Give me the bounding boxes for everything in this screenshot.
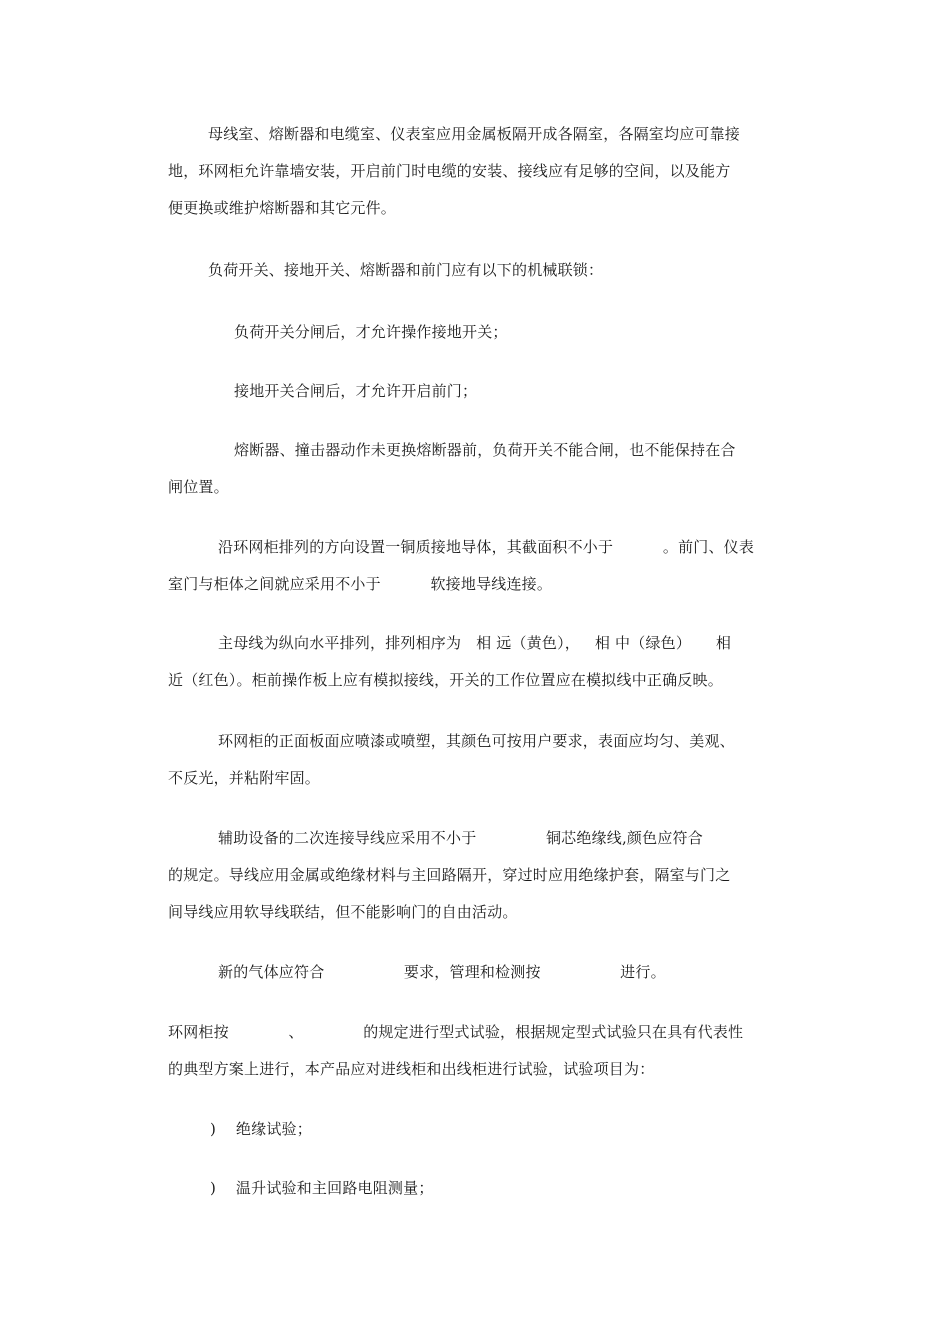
paragraph-line: 辅助设备的二次连接导线应采用不小于 铜芯绝缘线,颜色应符合	[218, 829, 703, 847]
paragraph-line: 沿环网柜排列的方向设置一铜质接地导体，其截面积不小于 。前门、仪表	[218, 538, 755, 556]
paragraph-line: 主母线为纵向水平排列，排列相序为 相 远（黄色）， 相 中（绿色） 相	[218, 634, 732, 652]
list-item: 熔断器、撞击器动作未更换熔断器前，负荷开关不能合闸，也不能保持在合	[234, 441, 736, 459]
paragraph-line: 间导线应用软导线联结，但不能影响门的自由活动。	[168, 903, 518, 921]
paragraph-line: 近（红色）。柜前操作板上应有模拟接线，开关的工作位置应在模拟线中正确反映。	[168, 671, 723, 689]
list-item: 负荷开关分闸后，才允许操作接地开关；	[234, 323, 508, 341]
paragraph-line: 室门与柜体之间就应采用不小于 软接地导线连接。	[168, 575, 553, 593]
paragraph-line: 的规定。导线应用金属或绝缘材料与主回路隔开，穿过时应用绝缘护套，隔室与门之	[168, 866, 731, 884]
paragraph-line: 闸位置。	[168, 478, 229, 496]
list-item: ) 绝缘试验；	[210, 1120, 312, 1138]
list-item: ) 温升试验和主回路电阻测量；	[210, 1179, 434, 1197]
paragraph-line: 环网柜按 、 的规定进行型式试验，根据规定型式试验只在具有代表性	[168, 1023, 744, 1041]
paragraph-line: 地，环网柜允许靠墙安装，开启前门时电缆的安装、接线应有足够的空间，以及能方	[168, 162, 731, 180]
paragraph-line: 环网柜的正面板面应喷漆或喷塑，其颜色可按用户要求，表面应均匀、美观、	[218, 732, 735, 750]
paragraph-line: 的典型方案上进行，本产品应对进线柜和出线柜进行试验，试验项目为：	[168, 1060, 655, 1078]
list-item: 接地开关合闸后，才允许开启前门；	[234, 382, 478, 400]
paragraph-line: 负荷开关、接地开关、熔断器和前门应有以下的机械联锁：	[208, 261, 604, 279]
paragraph-line: 便更换或维护熔断器和其它元件。	[168, 199, 397, 217]
paragraph-line: 不反光，并粘附牢固。	[168, 769, 321, 787]
paragraph-line: 新的气体应符合 要求，管理和检测按 进行。	[218, 963, 666, 981]
paragraph-line: 母线室、熔断器和电缆室、仪表室应用金属板隔开成各隔室，各隔室均应可靠接	[208, 125, 741, 143]
